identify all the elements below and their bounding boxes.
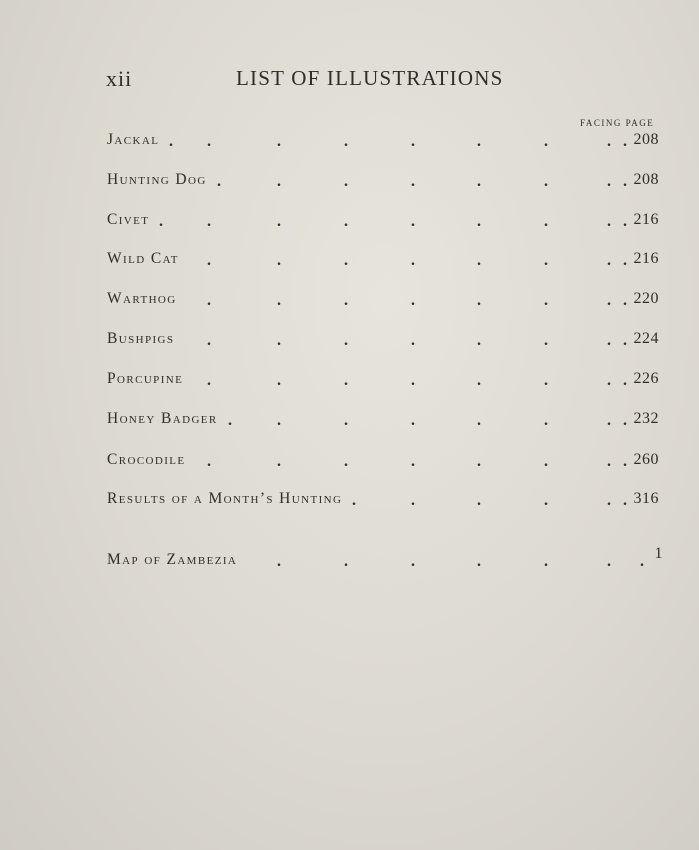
leader-dot: . [623, 412, 627, 429]
leader-dot: . [477, 553, 481, 570]
illustration-page: 208 [633, 171, 659, 188]
leader-dot: . [623, 292, 627, 309]
leader-dot: . [623, 332, 627, 349]
leader-dot: . [544, 492, 548, 509]
page-number: xii [106, 66, 133, 91]
leader-dot: . [477, 453, 481, 470]
leader-dot: . [228, 412, 232, 429]
leader-dot: . [623, 173, 627, 190]
leader-dot: . [607, 332, 611, 349]
leader-dot: . [544, 453, 548, 470]
leader-dot: . [607, 412, 611, 429]
leader-dot: . [277, 133, 281, 150]
illustration-page: 260 [633, 451, 659, 468]
dot-leader [107, 372, 667, 392]
map-page: 1 [654, 545, 663, 562]
leader-dot: . [544, 372, 548, 389]
illustration-page: 224 [633, 330, 659, 347]
leader-dot: . [411, 173, 415, 190]
leader-dot: . [640, 553, 644, 570]
leader-dot: . [344, 252, 348, 269]
list-item [107, 410, 667, 434]
illustration-page: 220 [633, 290, 659, 307]
list-item [107, 490, 667, 514]
leader-dot: . [477, 133, 481, 150]
leader-dot: . [607, 133, 611, 150]
leader-dot: . [477, 372, 481, 389]
leader-dot: . [544, 292, 548, 309]
dot-leader [107, 412, 667, 432]
leader-dot: . [477, 332, 481, 349]
leader-dot: . [544, 332, 548, 349]
leader-dot: . [607, 213, 611, 230]
leader-dot: . [477, 252, 481, 269]
leader-dot: . [607, 292, 611, 309]
leader-dot: . [477, 173, 481, 190]
illustration-page: 216 [633, 250, 659, 267]
leader-dot: . [207, 213, 211, 230]
leader-dot: . [344, 453, 348, 470]
illustration-page: 208 [633, 131, 659, 148]
leader-dot: . [607, 492, 611, 509]
illustration-title: Bushpigs [107, 330, 175, 347]
leader-dot: . [607, 453, 611, 470]
leader-dot: . [159, 213, 163, 230]
leader-dot: . [544, 412, 548, 429]
list-item [107, 171, 667, 195]
leader-dot: . [544, 133, 548, 150]
illustration-page: 226 [633, 370, 659, 387]
leader-dot: . [544, 173, 548, 190]
leader-dot: . [623, 252, 627, 269]
map-item [107, 545, 667, 575]
leader-dot: . [607, 553, 611, 570]
leader-dot: . [411, 213, 415, 230]
illustration-title: Porcupine [107, 370, 184, 387]
illustration-title: Crocodile [107, 451, 186, 468]
leader-dot: . [277, 372, 281, 389]
leader-dot: . [277, 213, 281, 230]
leader-dot: . [344, 133, 348, 150]
leader-dot: . [544, 553, 548, 570]
dot-leader [107, 292, 667, 312]
leader-dot: . [607, 252, 611, 269]
leader-dot: . [623, 213, 627, 230]
leader-dot: . [277, 173, 281, 190]
dot-leader [107, 252, 667, 272]
leader-dot: . [477, 292, 481, 309]
leader-dot: . [344, 332, 348, 349]
illustration-title: Honey Badger [107, 410, 218, 427]
page-title: LIST OF ILLUSTRATIONS [236, 66, 504, 90]
leader-dot: . [207, 292, 211, 309]
leader-dot: . [607, 173, 611, 190]
leader-dot: . [623, 453, 627, 470]
illustration-page: 216 [633, 211, 659, 228]
leader-dot: . [411, 553, 415, 570]
list-item [107, 290, 667, 314]
dot-leader [107, 332, 667, 352]
leader-dot: . [344, 372, 348, 389]
illustration-title: Jackal [107, 131, 160, 148]
leader-dot: . [277, 412, 281, 429]
leader-dot: . [411, 492, 415, 509]
leader-dot: . [169, 133, 173, 150]
illustration-title: Warthog [107, 290, 177, 307]
list-item [107, 211, 667, 235]
leader-dot: . [344, 213, 348, 230]
illustration-page: 232 [633, 410, 659, 427]
leader-dot: . [277, 553, 281, 570]
leader-dot: . [411, 332, 415, 349]
leader-dot: . [207, 332, 211, 349]
leader-dot: . [352, 492, 356, 509]
leader-dot: . [623, 372, 627, 389]
dot-leader [107, 173, 667, 193]
dot-leader [107, 492, 667, 512]
leader-dot: . [477, 492, 481, 509]
leader-dot: . [544, 213, 548, 230]
dot-leader [107, 133, 667, 153]
illustration-page: 316 [633, 490, 659, 507]
leader-dot: . [544, 252, 548, 269]
list-item [107, 131, 667, 155]
leader-dot: . [477, 412, 481, 429]
leader-dot: . [217, 173, 221, 190]
list-item [107, 250, 667, 274]
leader-dot: . [207, 372, 211, 389]
leader-dot: . [207, 133, 211, 150]
dot-leader [107, 213, 667, 233]
illustration-title: Wild Cat [107, 250, 179, 267]
leader-dot: . [277, 252, 281, 269]
illustration-title: Hunting Dog [107, 171, 207, 188]
list-item [107, 451, 667, 475]
leader-dot: . [411, 412, 415, 429]
map-title: Map of Zambezia [107, 551, 238, 568]
leader-dot: . [477, 213, 481, 230]
leader-dot: . [277, 453, 281, 470]
leader-dot: . [207, 252, 211, 269]
leader-dot: . [344, 412, 348, 429]
leader-dot: . [411, 133, 415, 150]
leader-dot: . [277, 332, 281, 349]
leader-dot: . [207, 453, 211, 470]
leader-dot: . [607, 372, 611, 389]
leader-dot: . [344, 553, 348, 570]
list-item [107, 330, 667, 354]
leader-dot: . [411, 372, 415, 389]
leader-dot: . [411, 252, 415, 269]
list-item [107, 370, 667, 394]
leader-dot: . [411, 292, 415, 309]
facing-page-heading: FACING PAGE [580, 118, 655, 128]
leader-dot: . [411, 453, 415, 470]
leader-dot: . [277, 292, 281, 309]
illustration-title: Civet [107, 211, 150, 228]
dot-leader [107, 453, 667, 473]
leader-dot: . [623, 133, 627, 150]
dot-leader [107, 553, 667, 573]
leader-dot: . [623, 492, 627, 509]
leader-dot: . [344, 292, 348, 309]
illustration-title: Results of a Month’s Hunting [107, 490, 343, 507]
leader-dot: . [344, 173, 348, 190]
